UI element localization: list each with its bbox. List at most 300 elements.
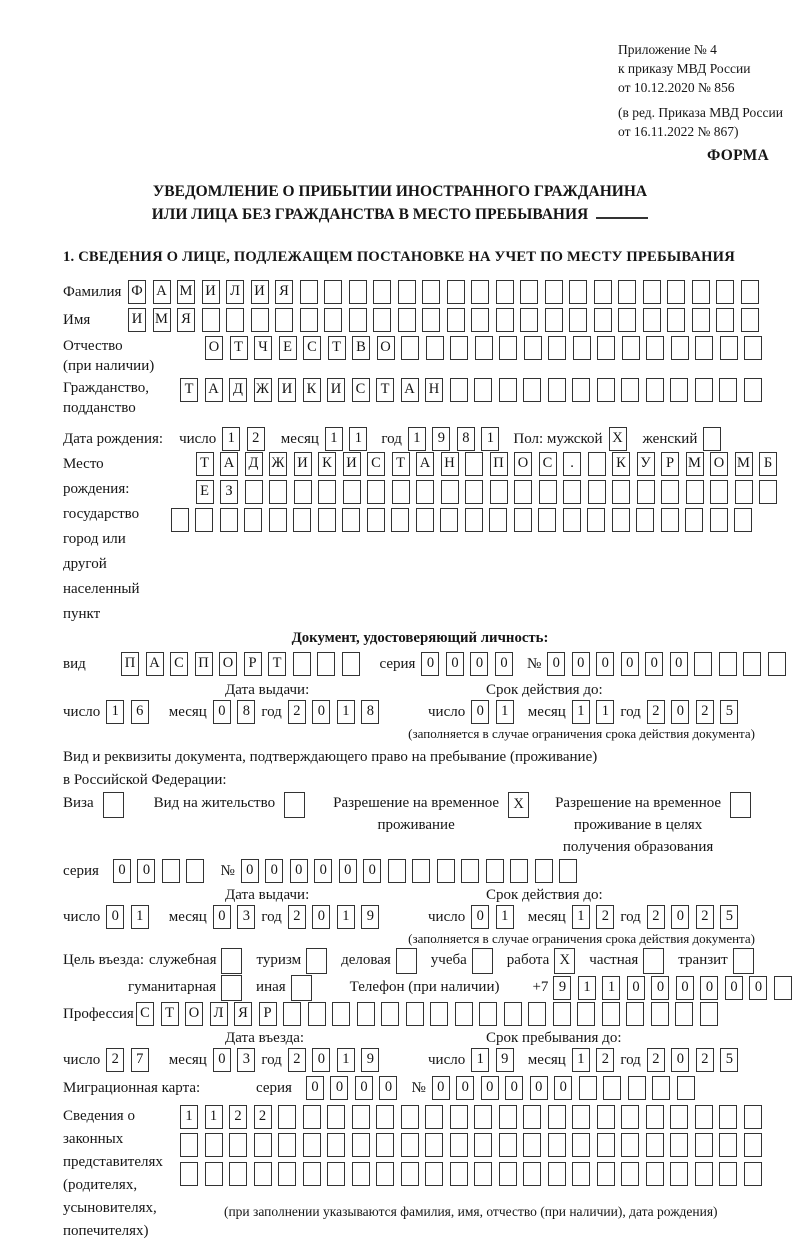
box-cell[interactable] <box>327 1133 345 1157</box>
doc-series-boxes[interactable] <box>421 652 513 676</box>
box-cell[interactable]: К <box>318 452 336 476</box>
box-cell[interactable] <box>643 308 661 332</box>
visa-checkbox[interactable] <box>103 792 124 818</box>
box-cell[interactable] <box>694 652 712 676</box>
box-cell[interactable] <box>539 480 557 504</box>
residence-issue-month[interactable] <box>213 905 256 929</box>
box-cell[interactable] <box>186 859 204 883</box>
box-cell[interactable] <box>759 480 777 504</box>
box-cell[interactable] <box>612 480 630 504</box>
box-cell[interactable] <box>450 1162 468 1186</box>
box-cell[interactable]: 2 <box>647 700 665 724</box>
box-cell[interactable]: И <box>251 280 269 304</box>
box-cell[interactable]: М <box>177 280 195 304</box>
box-cell[interactable]: 1 <box>471 1048 489 1072</box>
box-cell[interactable] <box>563 480 581 504</box>
box-cell[interactable]: 9 <box>361 905 379 929</box>
box-cell[interactable] <box>254 1162 272 1186</box>
box-cell[interactable] <box>422 308 440 332</box>
box-cell[interactable]: А <box>220 452 238 476</box>
box-cell[interactable] <box>396 948 417 974</box>
box-cell[interactable]: О <box>205 336 223 360</box>
box-cell[interactable]: 1 <box>572 700 590 724</box>
box-cell[interactable] <box>692 308 710 332</box>
box-cell[interactable] <box>588 480 606 504</box>
box-cell[interactable]: Т <box>392 452 410 476</box>
box-cell[interactable] <box>391 508 409 532</box>
box-cell[interactable] <box>523 1105 541 1129</box>
sex-male-checkbox[interactable] <box>609 427 627 451</box>
box-cell[interactable]: С <box>170 652 188 676</box>
box-cell[interactable] <box>425 1133 443 1157</box>
box-cell[interactable]: Т <box>328 336 346 360</box>
box-cell[interactable] <box>499 336 517 360</box>
box-cell[interactable] <box>661 480 679 504</box>
purpose-turizm-checkbox[interactable] <box>306 948 327 974</box>
box-cell[interactable] <box>695 1133 713 1157</box>
entry-year[interactable] <box>288 1048 380 1072</box>
box-cell[interactable] <box>646 336 664 360</box>
box-cell[interactable]: Т <box>161 1002 179 1026</box>
box-cell[interactable]: 0 <box>651 976 669 1000</box>
box-cell[interactable] <box>720 336 738 360</box>
box-cell[interactable] <box>588 452 606 476</box>
box-cell[interactable]: . <box>563 452 581 476</box>
doc-valid-month[interactable] <box>572 700 615 724</box>
box-cell[interactable]: Т <box>268 652 286 676</box>
box-cell[interactable]: О <box>377 336 395 360</box>
box-cell[interactable] <box>719 378 737 402</box>
residence-valid-year[interactable] <box>647 905 739 929</box>
box-cell[interactable] <box>425 1105 443 1129</box>
box-cell[interactable] <box>646 1162 664 1186</box>
box-cell[interactable] <box>637 480 655 504</box>
doc-kind-boxes[interactable] <box>121 652 360 676</box>
box-cell[interactable] <box>278 1162 296 1186</box>
box-cell[interactable] <box>293 508 311 532</box>
box-cell[interactable] <box>646 1133 664 1157</box>
box-cell[interactable]: 1 <box>337 1048 355 1072</box>
box-cell[interactable]: 2 <box>596 1048 614 1072</box>
box-cell[interactable] <box>450 378 468 402</box>
box-cell[interactable] <box>510 859 528 883</box>
box-cell[interactable] <box>548 1133 566 1157</box>
box-cell[interactable]: 1 <box>578 976 596 1000</box>
box-cell[interactable] <box>103 792 124 818</box>
box-cell[interactable] <box>597 378 615 402</box>
box-cell[interactable]: 9 <box>361 1048 379 1072</box>
box-cell[interactable]: Ф <box>128 280 146 304</box>
surname-boxes[interactable] <box>128 280 759 304</box>
box-cell[interactable]: О <box>710 452 728 476</box>
box-cell[interactable] <box>572 1133 590 1157</box>
box-cell[interactable] <box>352 1105 370 1129</box>
box-cell[interactable] <box>412 859 430 883</box>
box-cell[interactable] <box>275 308 293 332</box>
purpose-delovaya-checkbox[interactable] <box>396 948 417 974</box>
residence-valid-day[interactable] <box>471 905 514 929</box>
box-cell[interactable] <box>716 280 734 304</box>
box-cell[interactable] <box>545 308 563 332</box>
box-cell[interactable] <box>221 948 242 974</box>
box-cell[interactable] <box>303 1133 321 1157</box>
box-cell[interactable] <box>496 280 514 304</box>
box-cell[interactable] <box>744 378 762 402</box>
box-cell[interactable] <box>670 1162 688 1186</box>
box-cell[interactable]: 1 <box>596 700 614 724</box>
doc-valid-day[interactable] <box>471 700 514 724</box>
box-cell[interactable]: 2 <box>106 1048 124 1072</box>
box-cell[interactable] <box>278 1105 296 1129</box>
box-cell[interactable] <box>719 652 737 676</box>
box-cell[interactable] <box>306 948 327 974</box>
representatives-row-3[interactable] <box>180 1162 762 1186</box>
box-cell[interactable] <box>373 280 391 304</box>
box-cell[interactable] <box>300 280 318 304</box>
box-cell[interactable] <box>447 280 465 304</box>
box-cell[interactable] <box>622 336 640 360</box>
box-cell[interactable]: Т <box>196 452 214 476</box>
box-cell[interactable]: О <box>185 1002 203 1026</box>
box-cell[interactable] <box>548 1162 566 1186</box>
box-cell[interactable]: 2 <box>247 427 265 451</box>
box-cell[interactable] <box>401 1105 419 1129</box>
box-cell[interactable] <box>548 1105 566 1129</box>
box-cell[interactable] <box>220 508 238 532</box>
box-cell[interactable] <box>162 859 180 883</box>
box-cell[interactable] <box>349 280 367 304</box>
box-cell[interactable] <box>327 1162 345 1186</box>
box-cell[interactable] <box>626 1002 644 1026</box>
box-cell[interactable]: 1 <box>325 427 343 451</box>
box-cell[interactable] <box>569 308 587 332</box>
box-cell[interactable] <box>300 308 318 332</box>
box-cell[interactable] <box>376 1162 394 1186</box>
box-cell[interactable] <box>621 1105 639 1129</box>
box-cell[interactable] <box>594 308 612 332</box>
phone-boxes[interactable] <box>553 976 792 1000</box>
box-cell[interactable] <box>523 1162 541 1186</box>
box-cell[interactable]: С <box>539 452 557 476</box>
box-cell[interactable] <box>695 1105 713 1129</box>
box-cell[interactable]: 0 <box>676 976 694 1000</box>
box-cell[interactable] <box>671 336 689 360</box>
box-cell[interactable] <box>743 652 761 676</box>
box-cell[interactable]: 3 <box>237 1048 255 1072</box>
box-cell[interactable] <box>401 1162 419 1186</box>
box-cell[interactable]: Р <box>259 1002 277 1026</box>
box-cell[interactable] <box>730 792 751 818</box>
box-cell[interactable]: Я <box>177 308 195 332</box>
box-cell[interactable] <box>652 1076 670 1100</box>
box-cell[interactable] <box>734 508 752 532</box>
box-cell[interactable] <box>499 1133 517 1157</box>
box-cell[interactable]: 0 <box>471 700 489 724</box>
box-cell[interactable] <box>450 1133 468 1157</box>
box-cell[interactable]: 1 <box>602 976 620 1000</box>
box-cell[interactable] <box>646 378 664 402</box>
box-cell[interactable] <box>381 1002 399 1026</box>
box-cell[interactable] <box>293 652 311 676</box>
box-cell[interactable] <box>440 508 458 532</box>
box-cell[interactable]: 2 <box>288 700 306 724</box>
profession-boxes[interactable] <box>136 1002 718 1026</box>
box-cell[interactable] <box>499 378 517 402</box>
box-cell[interactable]: С <box>303 336 321 360</box>
box-cell[interactable] <box>677 1076 695 1100</box>
box-cell[interactable]: 0 <box>379 1076 397 1100</box>
box-cell[interactable] <box>308 1002 326 1026</box>
box-cell[interactable]: 2 <box>254 1105 272 1129</box>
box-cell[interactable]: 0 <box>530 1076 548 1100</box>
box-cell[interactable] <box>388 859 406 883</box>
box-cell[interactable]: 0 <box>312 1048 330 1072</box>
box-cell[interactable] <box>695 336 713 360</box>
purpose-tranzit-checkbox[interactable] <box>733 948 754 974</box>
box-cell[interactable]: Ж <box>269 452 287 476</box>
box-cell[interactable] <box>612 508 630 532</box>
box-cell[interactable] <box>692 280 710 304</box>
box-cell[interactable]: Д <box>229 378 247 402</box>
box-cell[interactable]: 1 <box>222 427 240 451</box>
box-cell[interactable] <box>572 1162 590 1186</box>
box-cell[interactable]: 8 <box>457 427 475 451</box>
box-cell[interactable]: А <box>153 280 171 304</box>
box-cell[interactable] <box>563 508 581 532</box>
birth-place-row-1[interactable] <box>196 452 778 476</box>
box-cell[interactable] <box>524 336 542 360</box>
box-cell[interactable]: X <box>609 427 627 451</box>
box-cell[interactable] <box>768 652 786 676</box>
box-cell[interactable] <box>504 1002 522 1026</box>
box-cell[interactable]: Л <box>226 280 244 304</box>
box-cell[interactable] <box>618 280 636 304</box>
box-cell[interactable]: О <box>219 652 237 676</box>
box-cell[interactable]: К <box>612 452 630 476</box>
box-cell[interactable] <box>401 336 419 360</box>
box-cell[interactable] <box>342 508 360 532</box>
box-cell[interactable]: Р <box>244 652 262 676</box>
box-cell[interactable]: 0 <box>446 652 464 676</box>
box-cell[interactable] <box>318 508 336 532</box>
box-cell[interactable] <box>202 308 220 332</box>
box-cell[interactable]: 2 <box>288 905 306 929</box>
box-cell[interactable]: И <box>343 452 361 476</box>
temp-residence-checkbox[interactable] <box>508 792 529 818</box>
box-cell[interactable]: 2 <box>229 1105 247 1129</box>
box-cell[interactable] <box>471 280 489 304</box>
box-cell[interactable]: 0 <box>339 859 357 883</box>
box-cell[interactable]: 1 <box>408 427 426 451</box>
box-cell[interactable]: З <box>220 480 238 504</box>
box-cell[interactable] <box>572 378 590 402</box>
box-cell[interactable]: 0 <box>627 976 645 1000</box>
box-cell[interactable] <box>479 1002 497 1026</box>
box-cell[interactable]: И <box>327 378 345 402</box>
box-cell[interactable] <box>474 378 492 402</box>
representatives-row-2[interactable] <box>180 1133 762 1157</box>
box-cell[interactable] <box>703 427 721 451</box>
box-cell[interactable]: 0 <box>312 905 330 929</box>
box-cell[interactable] <box>597 1133 615 1157</box>
box-cell[interactable]: 1 <box>496 700 514 724</box>
residence-permit-checkbox[interactable] <box>284 792 305 818</box>
box-cell[interactable]: 1 <box>572 905 590 929</box>
box-cell[interactable] <box>303 1162 321 1186</box>
box-cell[interactable] <box>455 1002 473 1026</box>
box-cell[interactable]: 0 <box>432 1076 450 1100</box>
name-boxes[interactable] <box>128 308 759 332</box>
box-cell[interactable] <box>450 1105 468 1129</box>
box-cell[interactable] <box>685 508 703 532</box>
box-cell[interactable]: 0 <box>213 700 231 724</box>
box-cell[interactable] <box>474 1133 492 1157</box>
box-cell[interactable]: 2 <box>647 1048 665 1072</box>
box-cell[interactable] <box>670 1133 688 1157</box>
box-cell[interactable] <box>332 1002 350 1026</box>
box-cell[interactable] <box>254 1133 272 1157</box>
box-cell[interactable] <box>489 508 507 532</box>
box-cell[interactable]: П <box>121 652 139 676</box>
box-cell[interactable] <box>465 452 483 476</box>
box-cell[interactable] <box>548 378 566 402</box>
box-cell[interactable]: И <box>128 308 146 332</box>
box-cell[interactable]: И <box>278 378 296 402</box>
box-cell[interactable] <box>573 336 591 360</box>
doc-number-boxes[interactable] <box>547 652 786 676</box>
box-cell[interactable] <box>597 336 615 360</box>
birth-place-row-3[interactable] <box>171 508 753 532</box>
box-cell[interactable]: С <box>352 378 370 402</box>
box-cell[interactable]: 7 <box>131 1048 149 1072</box>
residence-issue-day[interactable] <box>106 905 149 929</box>
stay-until-year[interactable] <box>647 1048 739 1072</box>
box-cell[interactable] <box>514 508 532 532</box>
box-cell[interactable]: 1 <box>496 905 514 929</box>
box-cell[interactable] <box>205 1133 223 1157</box>
box-cell[interactable]: 0 <box>645 652 663 676</box>
box-cell[interactable] <box>744 1133 762 1157</box>
box-cell[interactable] <box>327 1105 345 1129</box>
residence-valid-month[interactable] <box>572 905 615 929</box>
box-cell[interactable]: 0 <box>241 859 259 883</box>
box-cell[interactable] <box>569 280 587 304</box>
box-cell[interactable] <box>376 1105 394 1129</box>
box-cell[interactable] <box>670 378 688 402</box>
box-cell[interactable] <box>367 480 385 504</box>
purpose-inaya-checkbox[interactable] <box>291 975 312 1001</box>
box-cell[interactable]: 0 <box>471 905 489 929</box>
box-cell[interactable] <box>475 336 493 360</box>
purpose-rabota-checkbox[interactable] <box>554 948 575 974</box>
box-cell[interactable]: 0 <box>456 1076 474 1100</box>
migration-number-boxes[interactable] <box>432 1076 695 1100</box>
doc-issue-year[interactable] <box>288 700 380 724</box>
box-cell[interactable]: 2 <box>696 700 714 724</box>
box-cell[interactable] <box>643 948 664 974</box>
residence-series-boxes[interactable] <box>113 859 205 883</box>
box-cell[interactable] <box>651 1002 669 1026</box>
box-cell[interactable]: 8 <box>237 700 255 724</box>
box-cell[interactable] <box>245 480 263 504</box>
box-cell[interactable] <box>342 652 360 676</box>
box-cell[interactable] <box>538 508 556 532</box>
box-cell[interactable]: 6 <box>131 700 149 724</box>
box-cell[interactable]: 8 <box>361 700 379 724</box>
box-cell[interactable]: 1 <box>205 1105 223 1129</box>
box-cell[interactable] <box>695 378 713 402</box>
box-cell[interactable] <box>695 1162 713 1186</box>
box-cell[interactable]: 0 <box>213 1048 231 1072</box>
box-cell[interactable] <box>741 308 759 332</box>
box-cell[interactable]: 0 <box>596 652 614 676</box>
box-cell[interactable]: Д <box>245 452 263 476</box>
box-cell[interactable] <box>317 652 335 676</box>
box-cell[interactable]: 1 <box>481 427 499 451</box>
box-cell[interactable] <box>205 1162 223 1186</box>
box-cell[interactable] <box>559 859 577 883</box>
box-cell[interactable]: X <box>554 948 575 974</box>
box-cell[interactable]: Я <box>275 280 293 304</box>
box-cell[interactable] <box>618 308 636 332</box>
stay-until-day[interactable] <box>471 1048 514 1072</box>
box-cell[interactable]: 1 <box>106 700 124 724</box>
box-cell[interactable]: 0 <box>213 905 231 929</box>
box-cell[interactable] <box>553 1002 571 1026</box>
box-cell[interactable] <box>318 480 336 504</box>
box-cell[interactable]: 0 <box>700 976 718 1000</box>
edu-residence-checkbox[interactable] <box>730 792 751 818</box>
box-cell[interactable] <box>447 308 465 332</box>
box-cell[interactable] <box>700 1002 718 1026</box>
box-cell[interactable]: 2 <box>696 905 714 929</box>
birth-month-boxes[interactable] <box>325 427 368 451</box>
box-cell[interactable]: Н <box>441 452 459 476</box>
box-cell[interactable]: 1 <box>572 1048 590 1072</box>
sex-female-checkbox[interactable] <box>703 427 721 451</box>
box-cell[interactable]: П <box>490 452 508 476</box>
box-cell[interactable]: 0 <box>290 859 308 883</box>
box-cell[interactable]: Е <box>196 480 214 504</box>
box-cell[interactable]: 1 <box>131 905 149 929</box>
box-cell[interactable] <box>422 280 440 304</box>
box-cell[interactable]: У <box>637 452 655 476</box>
box-cell[interactable] <box>667 280 685 304</box>
box-cell[interactable]: Я <box>234 1002 252 1026</box>
box-cell[interactable]: 0 <box>306 1076 324 1100</box>
box-cell[interactable] <box>229 1133 247 1157</box>
box-cell[interactable] <box>376 1133 394 1157</box>
box-cell[interactable] <box>349 308 367 332</box>
box-cell[interactable] <box>716 308 734 332</box>
box-cell[interactable]: А <box>205 378 223 402</box>
box-cell[interactable] <box>621 378 639 402</box>
box-cell[interactable] <box>226 308 244 332</box>
doc-issue-day[interactable] <box>106 700 149 724</box>
box-cell[interactable] <box>686 480 704 504</box>
box-cell[interactable] <box>180 1162 198 1186</box>
box-cell[interactable]: 5 <box>720 700 738 724</box>
box-cell[interactable] <box>675 1002 693 1026</box>
birth-day-boxes[interactable] <box>222 427 265 451</box>
box-cell[interactable]: 5 <box>720 905 738 929</box>
box-cell[interactable] <box>719 1105 737 1129</box>
box-cell[interactable]: 0 <box>106 905 124 929</box>
box-cell[interactable] <box>490 480 508 504</box>
box-cell[interactable] <box>278 1133 296 1157</box>
box-cell[interactable]: X <box>508 792 529 818</box>
box-cell[interactable] <box>545 280 563 304</box>
